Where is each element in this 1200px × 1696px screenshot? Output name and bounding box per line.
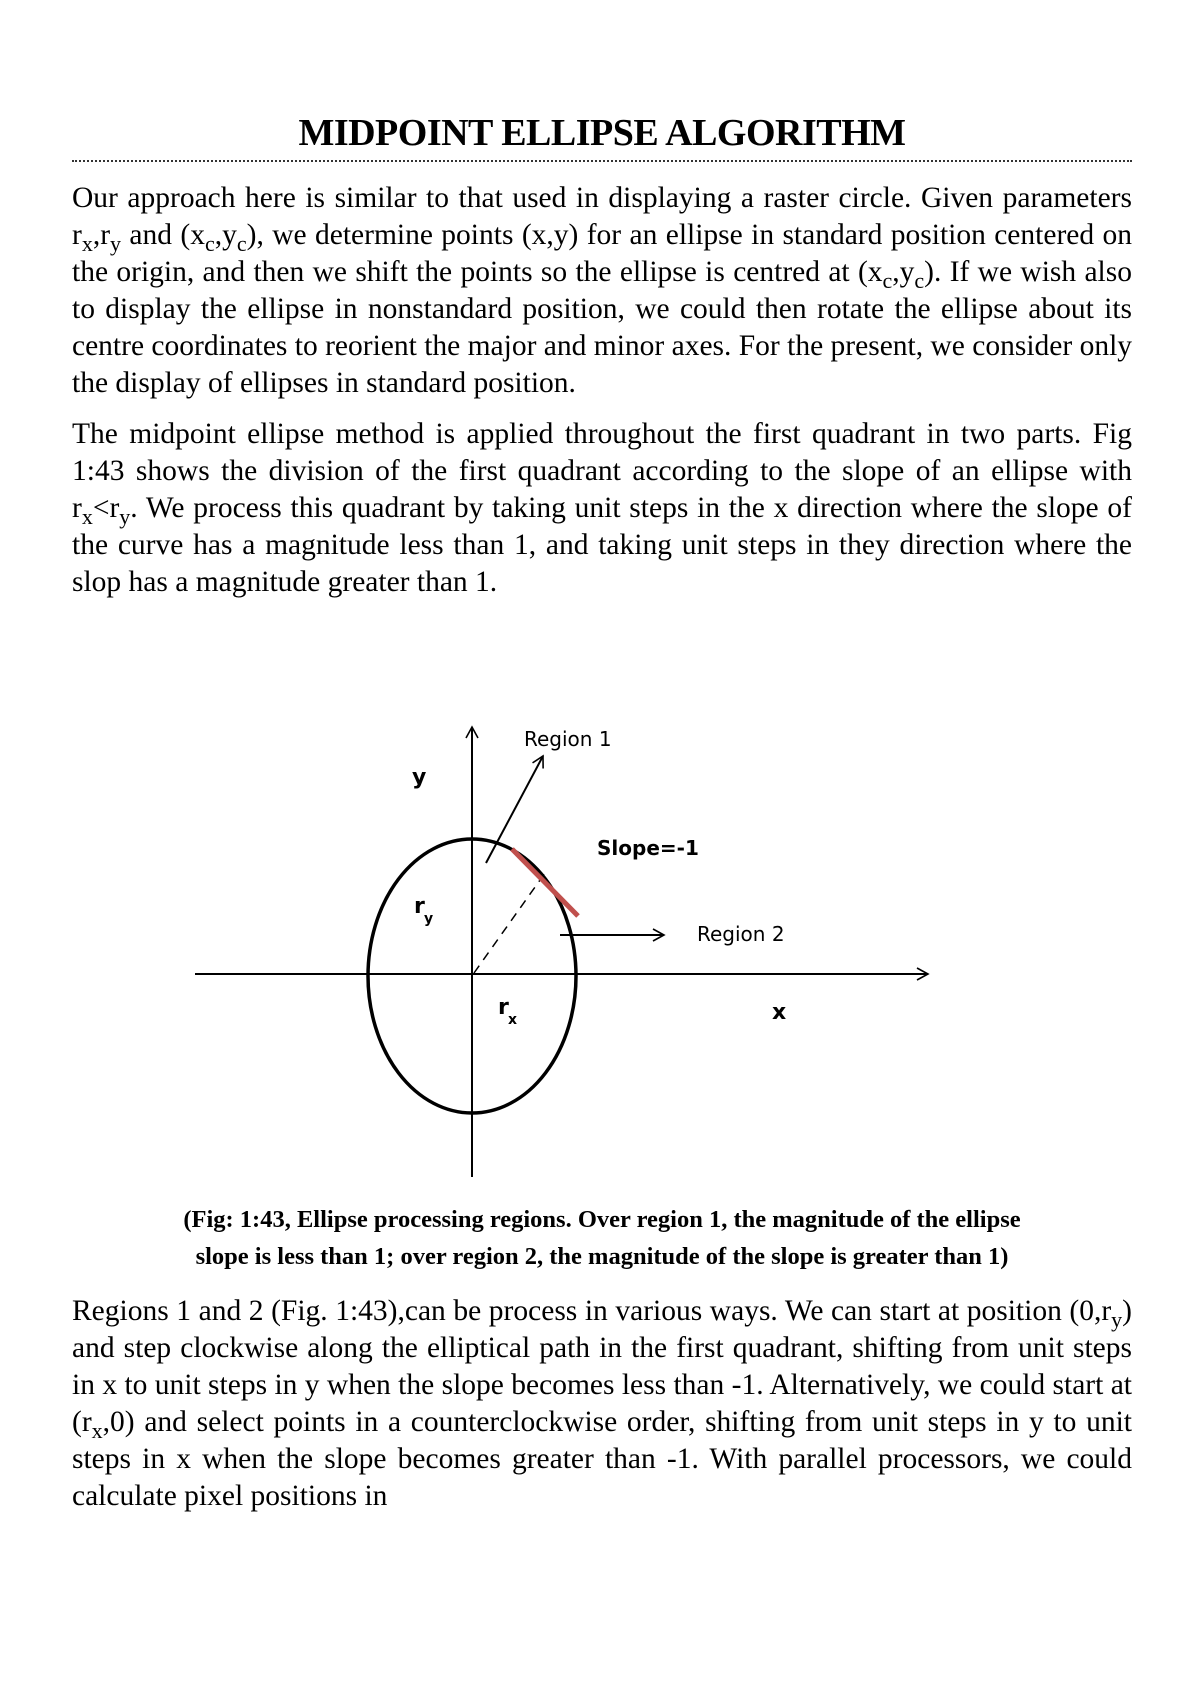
- region-1-label: Region 1: [524, 727, 612, 751]
- region-2-label: Region 2: [697, 922, 785, 946]
- ellipse-regions-figure: [72, 641, 1132, 1201]
- svg-text:y: y: [424, 911, 434, 927]
- paragraph-intro: Our approach here is similar to that used in displaying a raster circle. Given parameters $r_x,r_y$ and $(x_c,y_c)$, we determine points (x,y) for an ellipse in standard position centered on the origin, and then we shift the points so the ellipse is centred at $(x_c,y_c)$. If we wish also to display the ellipse in nonstandard position, we could then rotate the ellipse about its centre coordinates to reorient the major and minor axes. For the present, we consider only the display of ellipses in standard position.: [72, 182, 1133, 399]
- dashed-radius-line: [474, 873, 545, 973]
- caption-line-2: slope is less than 1; over region 2, the magnitude of the slope is greater than 1): [195, 1243, 1009, 1270]
- rx-label: [498, 995, 517, 1028]
- y-axis-label: y: [412, 765, 427, 790]
- svg-text:r: r: [414, 894, 425, 919]
- paragraph-regions: Regions 1 and 2 (Fig. 1:43),can be process in various ways. We can start at position $(0,r_y)$ and step clockwise along the elliptical path in the first quadrant, shifting from unit steps in x to unit steps in y when the slope becomes less than -1. Alternatively, we could start at $(r_x,0)$ and select points in a counterclockwise order, shifting from unit steps in y to unit steps in x when the slope becomes greater than -1. With parallel processors, we could calculate pixel positions in: [72, 1295, 1132, 1512]
- document-page: [72, 110, 1132, 1529]
- slope-label: Slope=-1: [597, 836, 699, 860]
- title-divider: [72, 160, 1132, 162]
- x-axis-label: x: [772, 1000, 787, 1025]
- figure-caption: [72, 1201, 1132, 1275]
- ry-label: [414, 894, 433, 927]
- page-title: MIDPOINT ELLIPSE ALGORITHM: [298, 112, 906, 154]
- svg-text:r: r: [498, 995, 509, 1020]
- paragraph-quadrant: The midpoint ellipse method is applied throughout the first quadrant in two parts. Fig 1:43 shows the division of the first quadrant according to the slope of an ellipse with $r_x<r_y$. We process this quadrant by taking unit steps in the x direction where the slope of the curve has a magnitude less than 1, and taking unit steps in they direction where the slop has a magnitude greater than 1.: [72, 418, 1132, 598]
- svg-text:x: x: [508, 1012, 518, 1028]
- region-1-arrow: [486, 756, 543, 863]
- ellipse-diagram: [72, 641, 1132, 1201]
- caption-line-1: (Fig: 1:43, Ellipse processing regions. Over region 1, the magnitude of the ellipse: [183, 1206, 1021, 1233]
